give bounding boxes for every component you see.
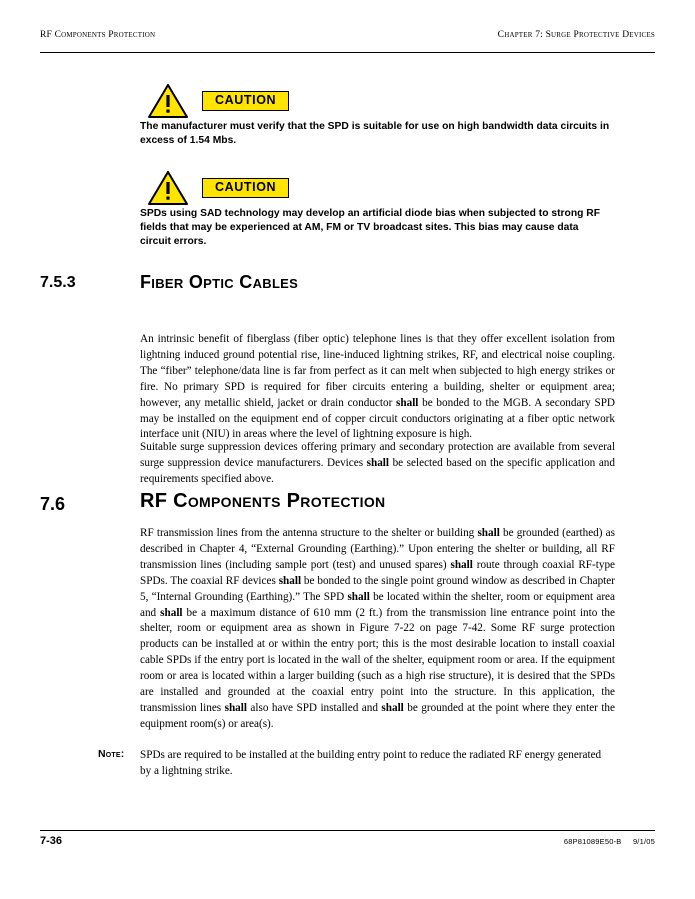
paragraph-7-6-1: RF transmission lines from the antenna structure to the shelter or building shall be grounded (earthed) as described in Chapter 4, “External Grounding (Earthing).” Upon entering the shelter or building, all RF transmission lines (including sample port (test) and unused spares) shall route through coaxial RF-type SPDs. The coaxial RF devices shall be bonded to the single point ground window as described in Chapter 5, “Internal Grounding (Earthing).” The SPD shall be located within the shelter, room or equipment area and shall be a maximum distance of 610 mm (2 ft.) from the transmission line entrance point into the shelter, room or equipment area as shown in Figure 7-22 on page 7-42. Some RF surge protection products can be installed at or within the entry port; this is the most desirable location to install coaxial cable SPDs if the entry port is located in the wall of the shelter, equipment room or area. If the equipment room or area is located within a larger building (such as a high rise structure), it is desired that the SPDs are installed and grounded at the coaxial entry point into the structure. In this application, the transmission lines shall also have SPD installed and shall be grounded at the point where they enter the equipment room(s) or area(s).: [140, 527, 616, 730]
caution-label-1: CAUTION: [202, 91, 289, 112]
paragraph-7-5-3-1: An intrinsic benefit of fiberglass (fiber optic) telephone lines is that they offer excellent isolation from lightning induced ground potential rise, line-induced lightning strikes, RF, and electrical noise coupling. The “fiber” telephone/data line is far from perfect as it can melt when subjected to high energy strikes or fire. No primary SPD is required for fiber circuits entering a building, shelter or equipment area; however, any metallic shield, jacket or drain conductor shall be bonded to the MGB. A secondary SPD may be installed on the equipment end of copper circuit conductors originating at a fiber optic network interface unit (NIU) in areas where the level of lightning exposure is high.: [140, 333, 615, 441]
note-text: SPDs are required to be installed at the building entry point to reduce the radiated RF energy generated by a lightning strike.: [140, 749, 602, 777]
section-title-fiber-optic-cables: Fiber Optic Cables: [140, 272, 299, 292]
doc-date-text: 9/1/05: [632, 837, 655, 846]
caution-label-2: CAUTION: [202, 178, 289, 199]
section-title-rf-components-protection: RF Components Protection: [140, 490, 386, 512]
warning-triangle-icon: [148, 171, 188, 205]
header-right-chapter: Chapter 7: Surge Protective Devices: [497, 30, 655, 40]
caution-text-1: The manufacturer must verify that the SPD is suitable for use on high bandwidth data circuits in excess of 1.54 Mbs.: [140, 121, 610, 147]
page-number: 7-36: [40, 835, 63, 847]
caution-block-2: [148, 171, 289, 205]
section-number-7-6: 7.6: [40, 494, 66, 514]
page-footer: [40, 830, 655, 847]
paragraph-7-5-3-2: Suitable surge suppression devices offering primary and secondary protection are available from several surge suppression device manufacturers. Devices shall be selected based on the specific application and requirements specified above.: [140, 441, 615, 485]
caution-text-2: SPDs using SAD technology may develop an artificial diode bias when subjected to strong RF fields that may be experienced at AM, FM or TV broadcast sites. This bias may cause data circuit errors.: [140, 208, 601, 248]
document-id: [564, 837, 655, 846]
doc-id-text: 68P81089E50-B: [563, 837, 622, 846]
header-left-title: RF Components Protection: [40, 30, 156, 40]
note-label: Note:: [98, 748, 125, 760]
caution-block-1: [148, 84, 289, 118]
warning-triangle-icon: [148, 84, 188, 118]
section-number-7-5-3: 7.5.3: [40, 274, 76, 291]
page-header: [40, 30, 655, 53]
